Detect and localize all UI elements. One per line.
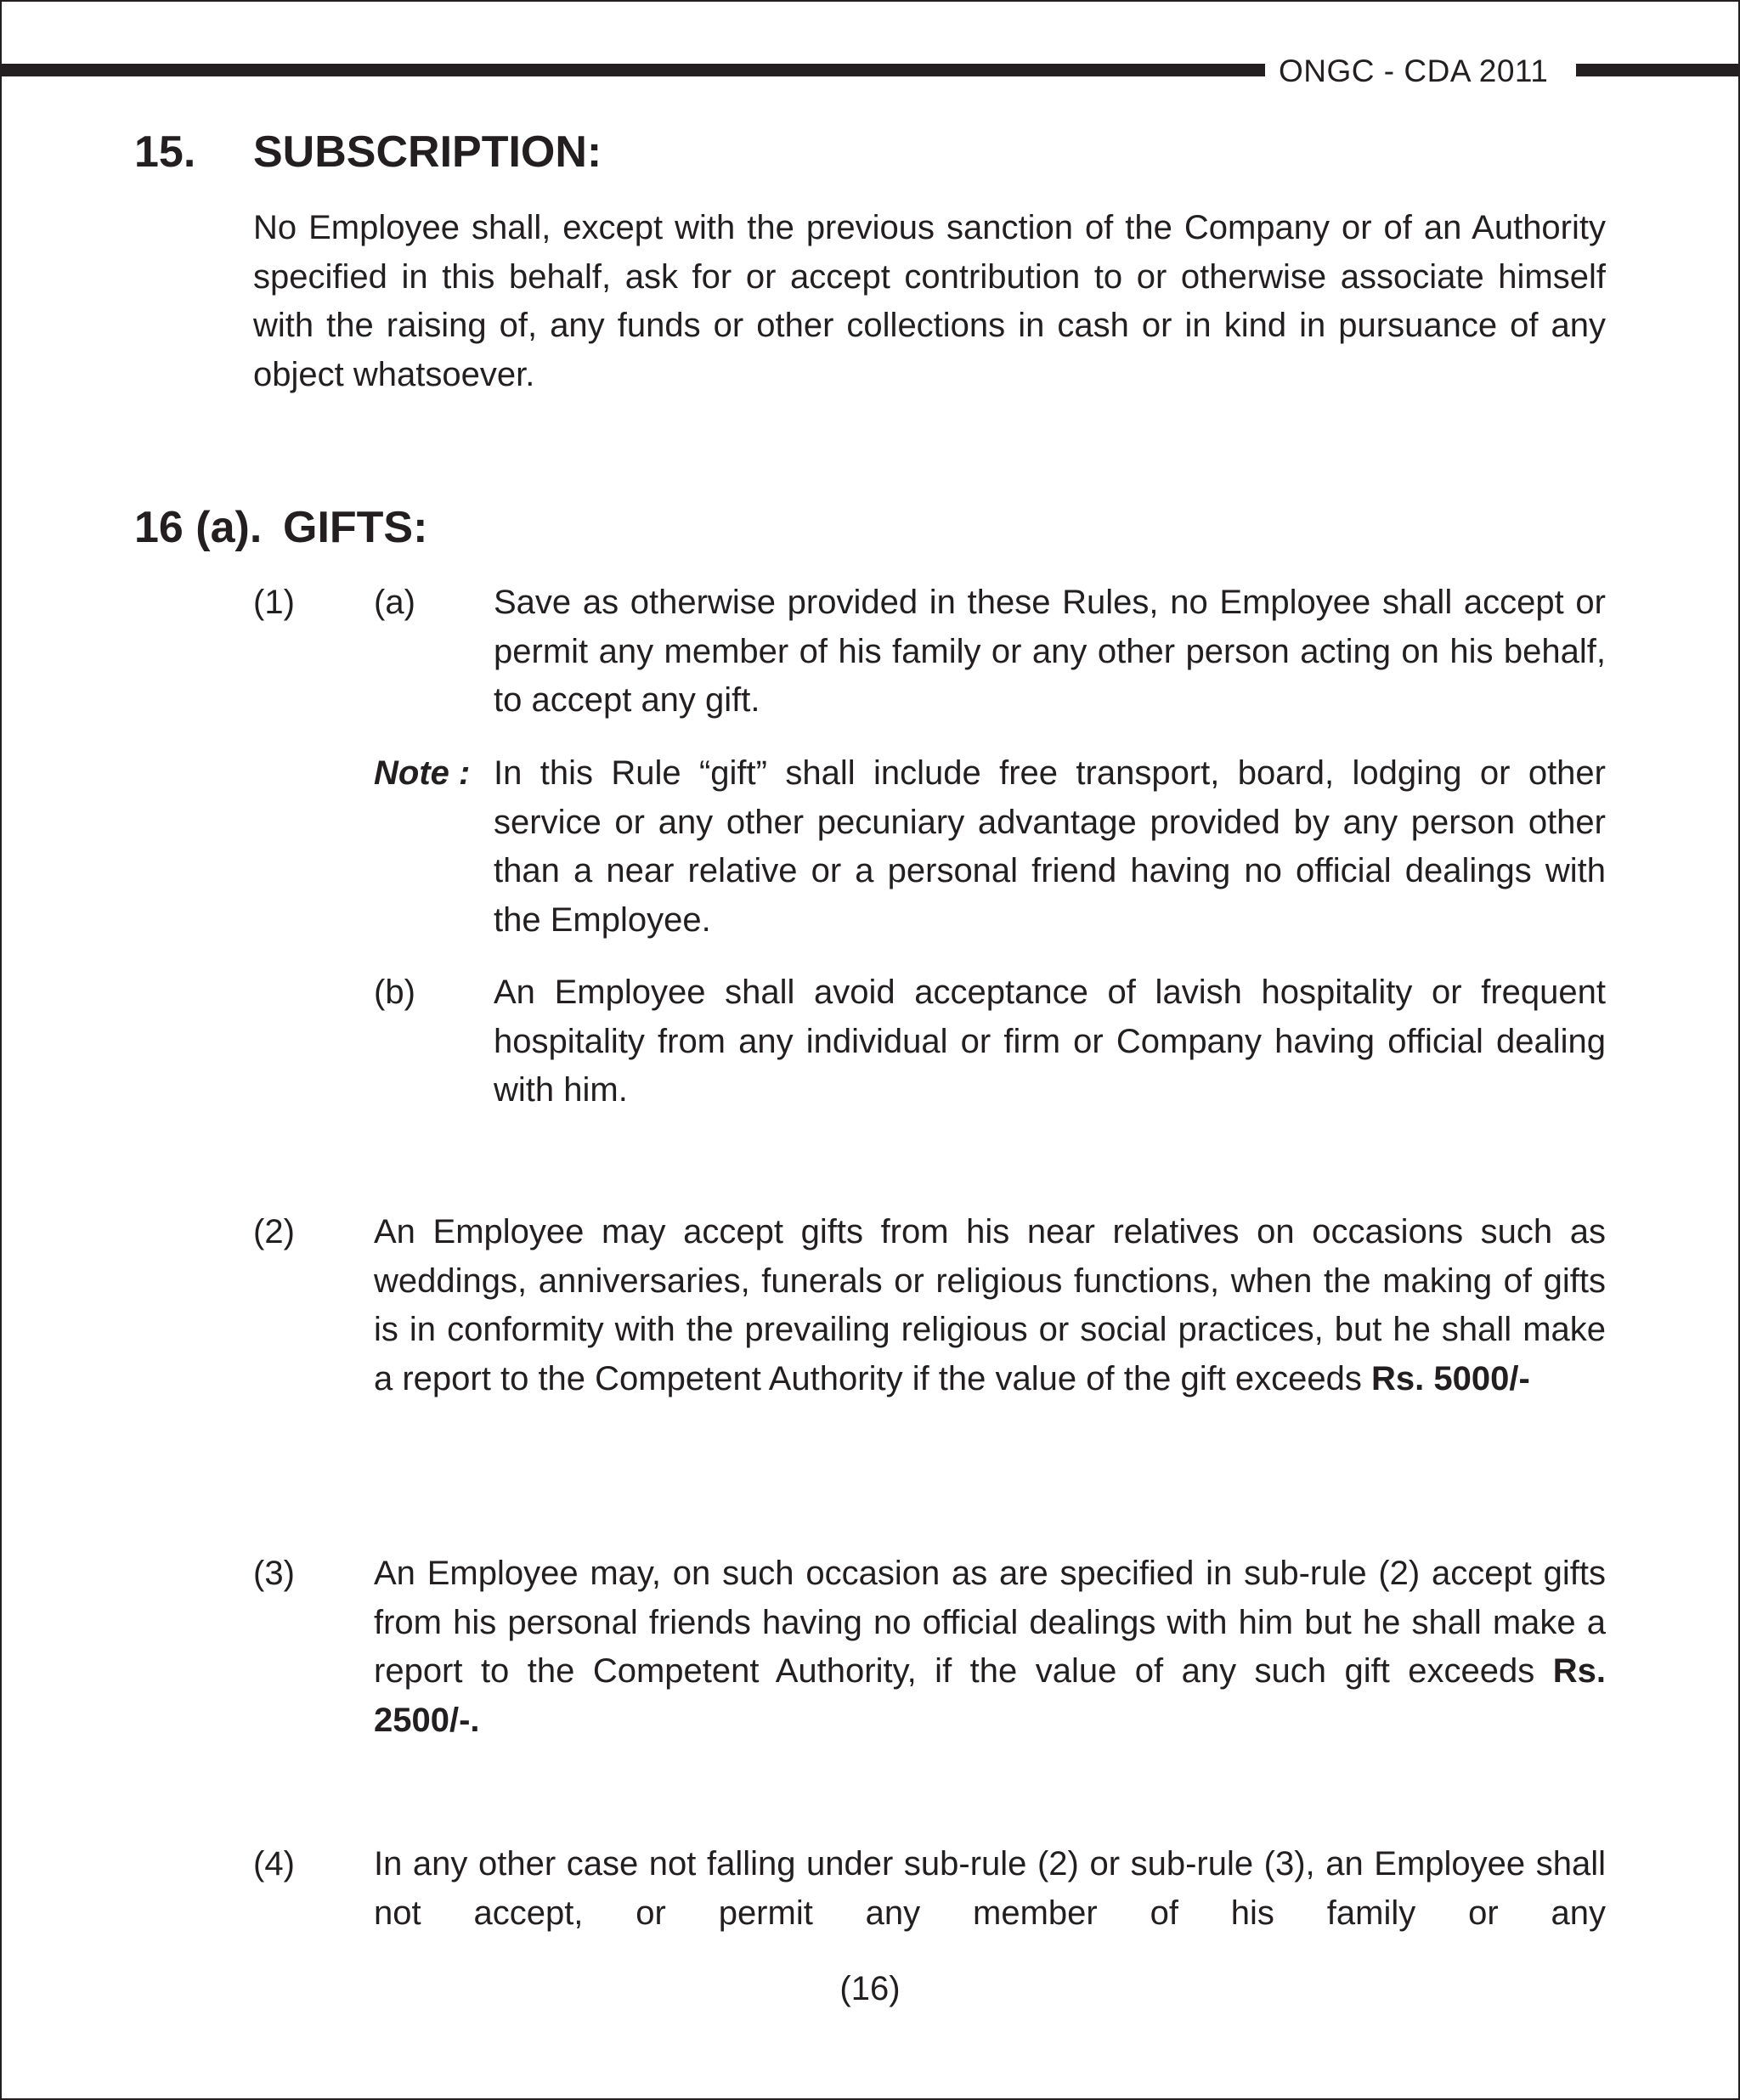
sub-rule-2-paragraph <box>374 1208 1606 1403</box>
sub-rule-2-text: An Employee may accept gifts from his near relatives on occasions such as weddings, anniversaries, funerals or religious functions, when the making of gifts is in conformity with the prevailing religious or social practices, but he shall make a report to the Competent Authority if the value of the gift exceeds <box>374 1213 1606 1397</box>
note-label: Note : <box>374 754 471 792</box>
sub-rule-3-text: An Employee may, on such occasion as are specified in sub-rule (2) accept gifts from his personal friends having no official dealings with him but he shall make a report to the Competent Authority, if the value of any such gift exceeds <box>374 1555 1606 1690</box>
sub-rule-4-label: (4) <box>253 1845 295 1883</box>
sub-rule-4-text: In any other case not falling under sub-rule (2) or sub-rule (3), an Employee shall not accept, or permit any member of his family or any <box>374 1845 1606 1932</box>
note-text: In this Rule “gift” shall include free transport, board, lodging or other service or any other pecuniary advantage provided by any person other than a near relative or a personal friend having no official dealings with the Employee. <box>494 754 1606 939</box>
clause-a-text: Save as otherwise provided in these Rules, no Employee shall accept or permit any member of his family or any other person acting on his behalf, to accept any gift. <box>494 584 1606 719</box>
section-15-number: 15. <box>134 127 196 177</box>
running-head: ONGC - CDA 2011 <box>1279 54 1549 88</box>
sub-rule-3-paragraph <box>374 1550 1606 1745</box>
clause-b-label: (b) <box>374 974 415 1011</box>
sub-rule-3-label: (3) <box>253 1555 295 1592</box>
section-16-number: 16 (a). <box>134 503 263 552</box>
sub-rule-2-amount: Rs. 5000/- <box>1371 1359 1530 1397</box>
section-15-title: SUBSCRIPTION: <box>253 127 602 177</box>
section-16-title: GIFTS: <box>283 503 428 552</box>
section-15-body: No Employee shall, except with the previous sanction of the Company or of an Authority specified in this behalf, ask for or accept contribution to or otherwise associate himself with the raising of, any funds or other collections in cash or in kind in pursuance of any object whatsoever. <box>253 209 1606 393</box>
sub-rule-2-label: (2) <box>253 1213 295 1250</box>
header-rule-left <box>2 64 1265 76</box>
clause-b-text: An Employee shall avoid acceptance of lavish hospitality or frequent hospitality from any individual or firm or Company having official dealing with him. <box>494 974 1606 1109</box>
sub-rule-1-label: (1) <box>253 584 295 621</box>
page-number: (16) <box>839 1970 901 2007</box>
sub-rule-3-amount: Rs. 2500/-. <box>374 1652 1607 1739</box>
header-rule-right <box>1576 64 1738 76</box>
clause-a-label: (a) <box>374 584 415 621</box>
